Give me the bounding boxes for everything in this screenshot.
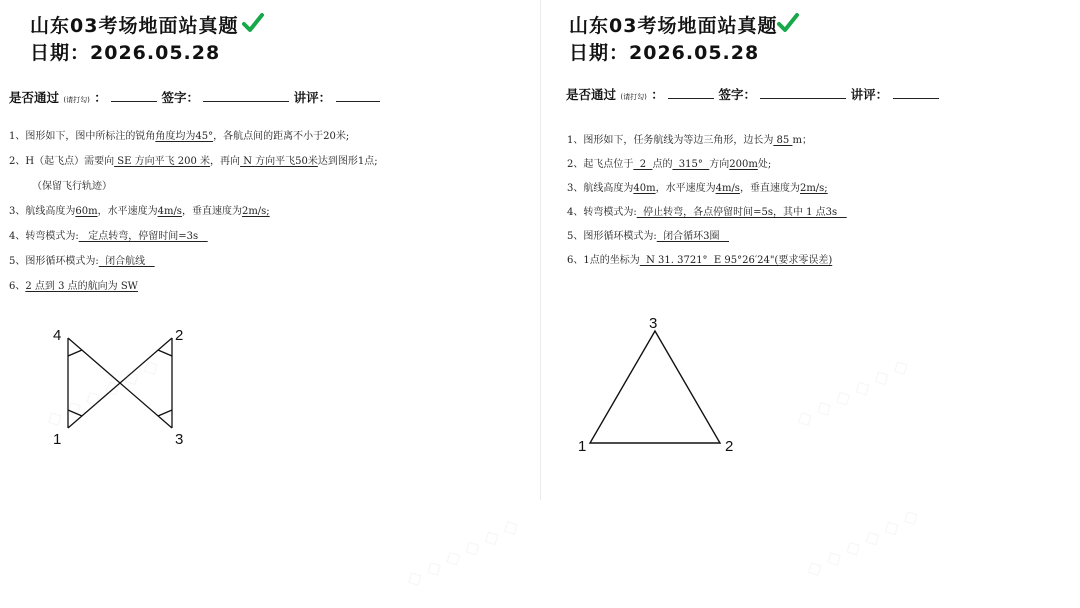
question-2: [567, 158, 771, 172]
pass-sign-review-line: [566, 85, 939, 103]
pass-colon: ：: [651, 87, 664, 102]
q1-answer: 角度均为45°: [155, 131, 214, 142]
q2-text-mid: ，再向: [210, 156, 241, 167]
right-exam-paper: [541, 0, 1080, 500]
q5-text: 5、图形循环模式为:: [9, 256, 99, 267]
q4-answer: 定点转弯，停留时间=3s: [78, 231, 208, 242]
q3-altitude: 60m: [75, 206, 98, 217]
triangle-route-figure: [570, 308, 750, 458]
q3-horizontal-speed: 4m/s: [157, 206, 182, 217]
question-6: [567, 254, 832, 268]
waypoint-label-2: 2: [175, 327, 184, 344]
question-3: [9, 205, 270, 219]
waypoint-label-3: 3: [175, 431, 184, 448]
sign-label: 签字：: [161, 90, 199, 105]
question-1: [9, 130, 349, 144]
watermark-mark: ◇ ◇ ◇ ◇ ◇ ◇: [41, 352, 163, 432]
q3-text: 3、航线高度为: [567, 183, 634, 194]
pass-sign-review-line: [9, 88, 380, 106]
q4-answer: 停止转弯，各点停留时间=5s，其中 1 点3s: [636, 207, 847, 218]
question-4: [9, 230, 208, 244]
q1-side-length: 85: [773, 135, 793, 146]
question-1: [567, 134, 812, 148]
q2-text: 2、起飞点位于: [567, 159, 634, 170]
q2-text-end: 处;: [757, 159, 772, 170]
q6-answer: 2 点到 3 点的航向为 SW: [25, 281, 138, 292]
q3-text: 3、航线高度为: [9, 206, 76, 217]
waypoint-label-3: 3: [649, 315, 658, 332]
exam-date: 日期：2026.05.28: [569, 42, 760, 64]
question-6: [9, 280, 138, 294]
pass-field[interactable]: [111, 89, 157, 102]
waypoint-label-1: 1: [53, 431, 62, 448]
q5-answer: 闭合循环3圈: [656, 231, 729, 242]
question-2-note: （保留飞行轨迹）: [32, 181, 112, 192]
pass-colon: ：: [94, 90, 107, 105]
q2-text-2: 点的: [652, 159, 673, 170]
sign-field[interactable]: [760, 86, 846, 99]
q3-text-2: ，水平速度为: [655, 183, 716, 194]
pass-hint: (请打勾): [620, 93, 647, 101]
review-label: 讲评：: [293, 90, 332, 105]
q1-text: 1、图形如下，图中所标注的锐角: [9, 131, 156, 142]
q6-coordinates: N 31. 3721° E 95°26′24"(要求零误差): [639, 255, 833, 266]
angle-mark-1: [68, 410, 82, 416]
angle-mark-2: [158, 350, 172, 356]
q5-text: 5、图形循环模式为:: [567, 231, 657, 242]
q2-text-3: 方向: [709, 159, 730, 170]
q2-bearing: 315°: [672, 159, 710, 170]
watermark-mark: ◇ ◇ ◇ ◇ ◇ ◇: [401, 512, 523, 592]
bowtie-route-figure: [40, 318, 200, 453]
exam-date: 日期：2026.05.28: [30, 42, 221, 64]
pass-field[interactable]: [668, 86, 714, 99]
q3-text-3: ，垂直速度为: [739, 183, 800, 194]
q6-text: 6、: [9, 281, 26, 292]
q2-text-end: 达到图形1点;: [317, 156, 378, 167]
angle-mark-4: [68, 350, 82, 356]
q5-answer: 闭合航线: [98, 256, 155, 267]
watermark-mark: ◇ ◇ ◇ ◇ ◇ ◇: [791, 352, 913, 432]
waypoint-label-1: 1: [578, 438, 587, 455]
pass-label: 是否通过: [9, 90, 60, 105]
q4-text: 4、转弯模式为:: [9, 231, 79, 242]
q2-distance: 200m: [729, 159, 758, 170]
pass-hint: (请打勾): [63, 96, 90, 104]
page-title: 山东03考场地面站真题: [30, 15, 239, 37]
q2-text: 2、H（起飞点）需要向: [9, 156, 115, 167]
sign-label: 签字：: [718, 87, 756, 102]
checkmark-icon: [242, 12, 264, 34]
watermark-mark: ◇ ◇ ◇ ◇ ◇ ◇: [801, 502, 923, 582]
question-5: [567, 230, 729, 244]
sign-field[interactable]: [203, 89, 289, 102]
pass-label: 是否通过: [566, 87, 617, 102]
q6-text: 6、1点的坐标为: [567, 255, 640, 266]
page-title: 山东03考场地面站真题: [569, 15, 778, 37]
checkmark-icon: [777, 12, 799, 34]
q3-horizontal-speed: 4m/s: [715, 183, 740, 194]
equilateral-triangle-route: [590, 331, 720, 443]
q2-answer-1: SE 方向平飞 200 米: [114, 156, 211, 167]
q3-text-3: ，垂直速度为: [181, 206, 242, 217]
review-label: 讲评：: [850, 87, 889, 102]
q2-answer-2: N 方向平飞50米: [240, 156, 318, 167]
review-field[interactable]: [893, 86, 939, 99]
q1-text: 1、图形如下，任务航线为等边三角形，边长为: [567, 135, 774, 146]
left-exam-paper: [0, 0, 540, 500]
waypoint-label-4: 4: [53, 327, 62, 344]
q4-text: 4、转弯模式为:: [567, 207, 637, 218]
q3-text-2: ，水平速度为: [97, 206, 158, 217]
q1-text-end: ，各航点间的距离不小于20米;: [213, 131, 350, 142]
waypoint-label-2: 2: [725, 438, 734, 455]
question-3: [567, 182, 828, 196]
review-field[interactable]: [336, 89, 380, 102]
question-4: [567, 206, 847, 220]
q1-text-end: m；: [792, 135, 812, 146]
q2-point: 2: [633, 159, 653, 170]
q3-vertical-speed: 2m/s;: [799, 183, 828, 194]
question-2: [9, 155, 378, 169]
angle-mark-3: [158, 410, 172, 416]
q3-vertical-speed: 2m/s;: [241, 206, 270, 217]
q3-altitude: 40m: [633, 183, 656, 194]
question-5: [9, 255, 155, 269]
